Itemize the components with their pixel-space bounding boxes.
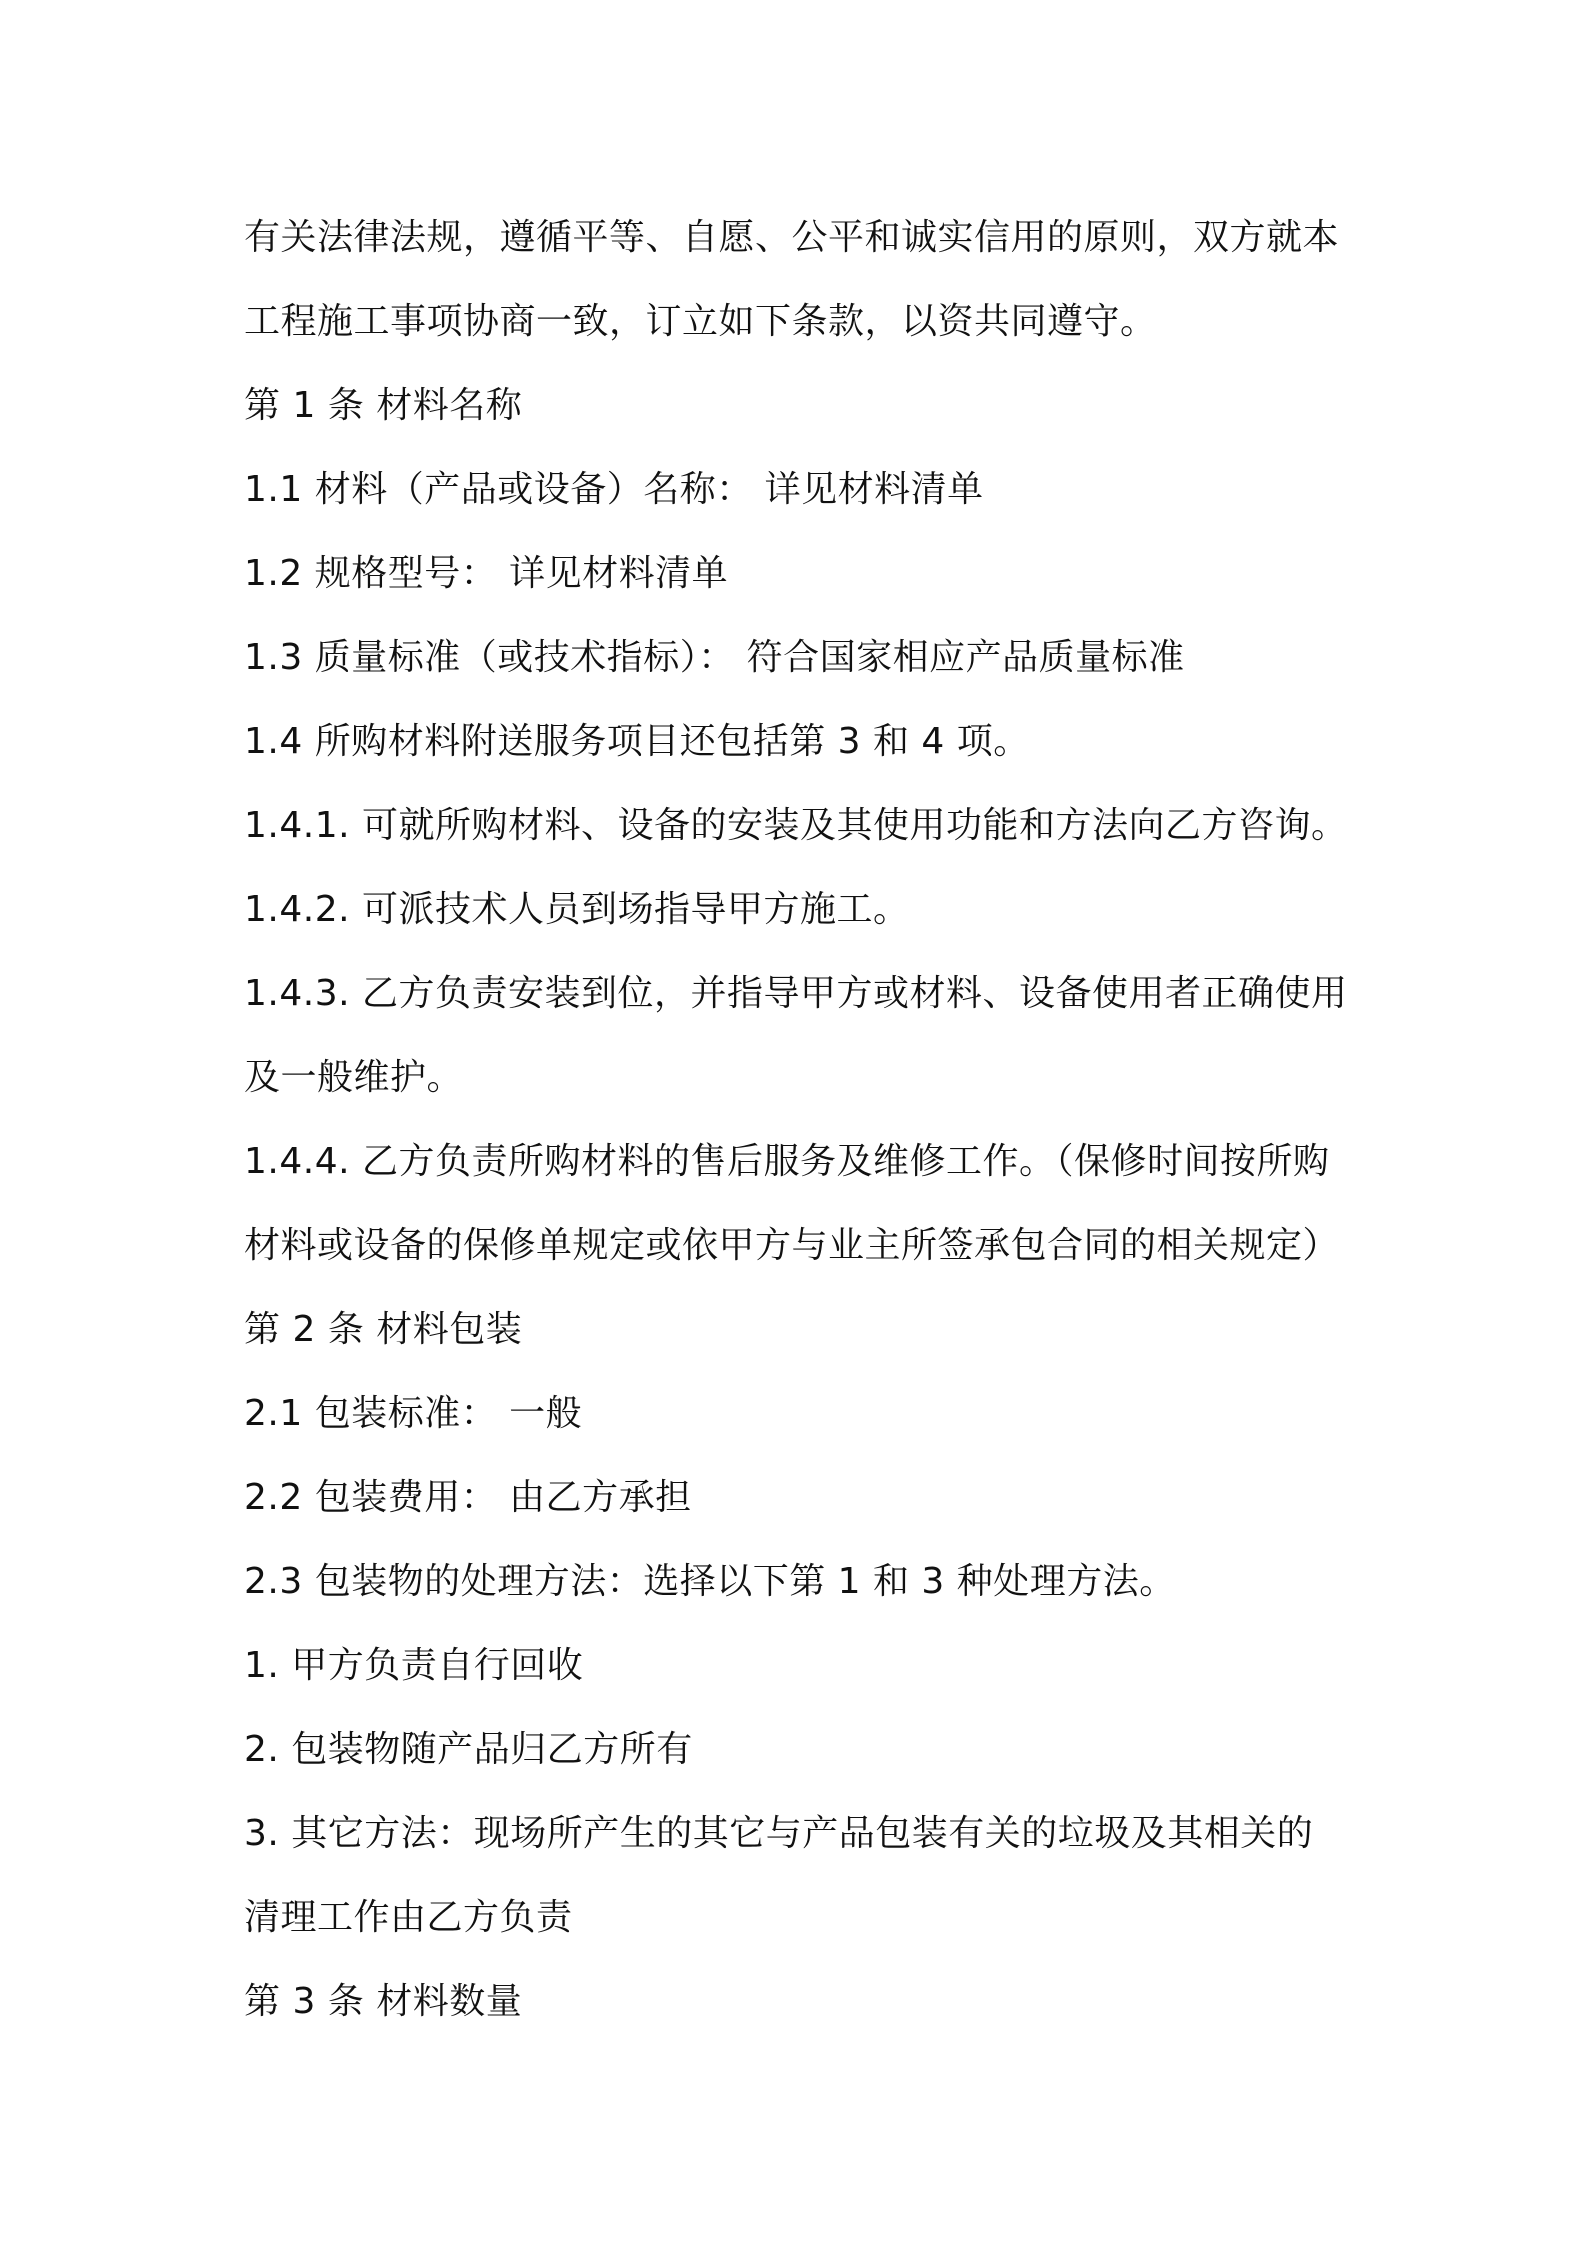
- clause-2-3: 2.3 包装物的处理方法：选择以下第 1 和 3 种处理方法。: [244, 1561, 1176, 1602]
- section-heading-3: 第 3 条 材料数量: [244, 1981, 523, 2022]
- option-3-line-1: 3. 其它方法：现场所产生的其它与产品包装有关的垃圾及其相关的: [244, 1813, 1314, 1854]
- clause-1-1: 1.1 材料（产品或设备）名称： 详见材料清单: [244, 469, 984, 510]
- text-line-intro-2: 工程施工事项协商一致，订立如下条款，以资共同遵守。: [244, 301, 1157, 342]
- option-3-line-2: 清理工作由乙方负责: [244, 1897, 573, 1938]
- clause-1-4-4-line-1: 1.4.4. 乙方负责所购材料的售后服务及维修工作。（保修时间按所购: [244, 1141, 1330, 1182]
- clause-1-4-3-line-2: 及一般维护。: [244, 1057, 464, 1098]
- option-1: 1. 甲方负责自行回收: [244, 1645, 584, 1686]
- section-heading-2: 第 2 条 材料包装: [244, 1309, 523, 1350]
- clause-1-4-1: 1.4.1. 可就所购材料、设备的安装及其使用功能和方法向乙方咨询。: [244, 805, 1348, 846]
- clause-1-4-2: 1.4.2. 可派技术人员到场指导甲方施工。: [244, 889, 910, 930]
- section-heading-1: 第 1 条 材料名称: [244, 385, 523, 426]
- text-line-intro-1: 有关法律法规，遵循平等、自愿、公平和诚实信用的原则，双方就本: [244, 217, 1340, 258]
- clause-1-4-3-line-1: 1.4.3. 乙方负责安装到位，并指导甲方或材料、设备使用者正确使用: [244, 973, 1348, 1014]
- clause-1-3: 1.3 质量标准（或技术指标）： 符合国家相应产品质量标准: [244, 637, 1185, 678]
- clause-2-1: 2.1 包装标准： 一般: [244, 1393, 583, 1434]
- clause-1-4-4-line-2: 材料或设备的保修单规定或依甲方与业主所签承包合同的相关规定）: [244, 1225, 1340, 1266]
- clause-2-2: 2.2 包装费用： 由乙方承担: [244, 1477, 692, 1518]
- option-2: 2. 包装物随产品归乙方所有: [244, 1729, 693, 1770]
- document-body: [244, 196, 1374, 2044]
- clause-1-2: 1.2 规格型号： 详见材料清单: [244, 553, 729, 594]
- clause-1-4: 1.4 所购材料附送服务项目还包括第 3 和 4 项。: [244, 721, 1030, 762]
